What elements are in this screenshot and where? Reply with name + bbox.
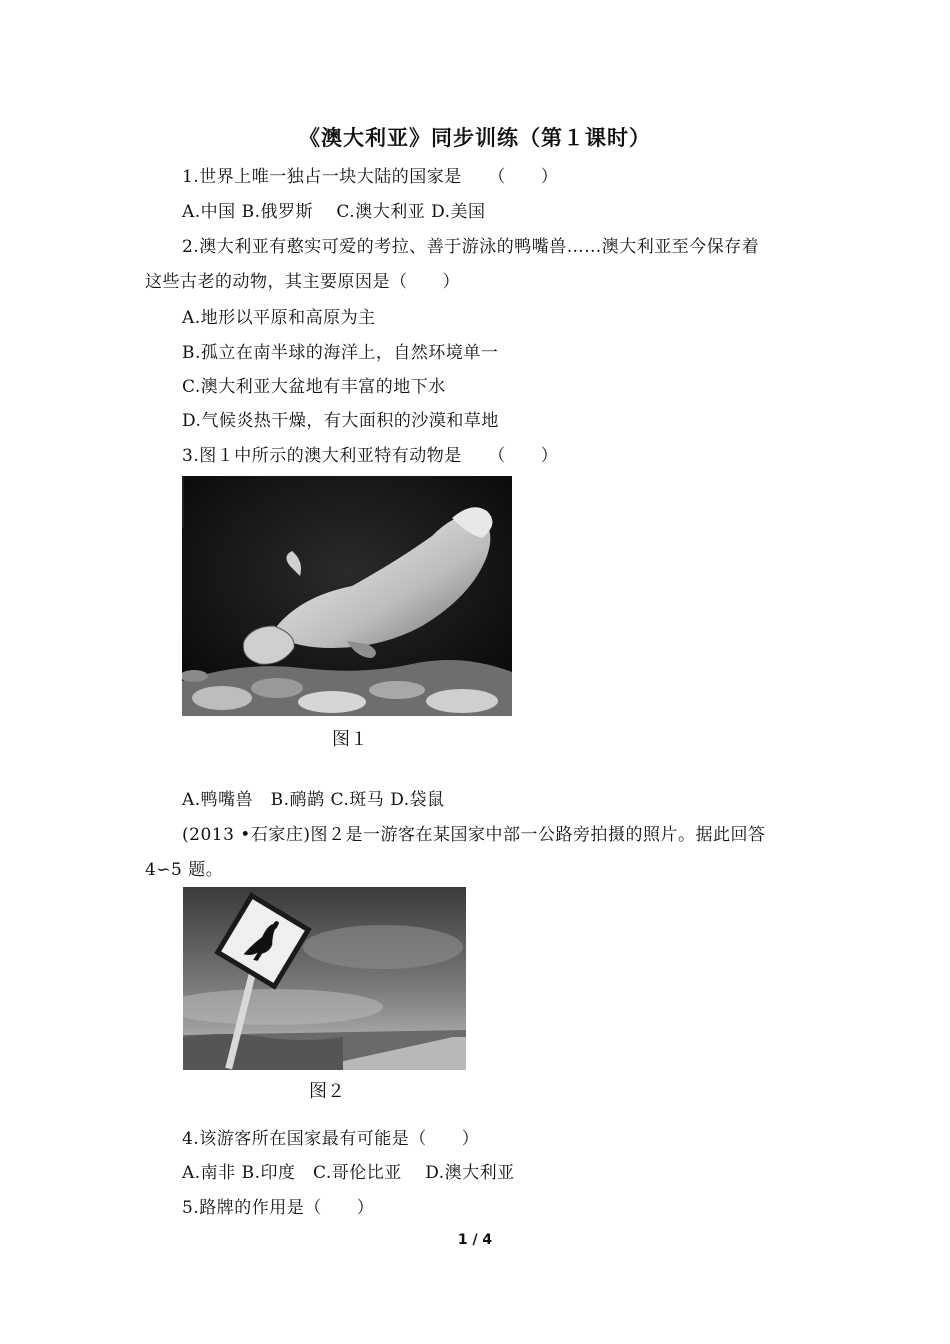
- question-2-option-d: D.气候炎热干燥，有大面积的沙漠和草地: [182, 411, 499, 431]
- question-2-option-b: B.孤立在南半球的海洋上，自然环境单一: [182, 343, 499, 363]
- figure-2-caption: 图２: [309, 1081, 345, 1102]
- question-4-stem: 4.该游客所在国家最有可能是（ ）: [182, 1129, 480, 1149]
- question-4-options: A.南非 B.印度 C.哥伦比亚 D.澳大利亚: [182, 1163, 515, 1183]
- question-5-stem: 5.路牌的作用是（ ）: [182, 1198, 375, 1218]
- page-number: 1 / 4: [457, 1232, 493, 1248]
- question-3-options: A.鸭嘴兽 B.鸸鹋 C.斑马 D.袋鼠: [182, 790, 445, 810]
- question-2-stem-line1: 2.澳大利亚有憨实可爱的考拉、善于游泳的鸭嘴兽……澳大利亚至今保存着: [182, 237, 760, 257]
- platypus-photo: [182, 476, 512, 716]
- question-2-option-c: C.澳大利亚大盆地有丰富的地下水: [182, 377, 446, 397]
- question-3-stem: 3.图１中所示的澳大利亚特有动物是 （ ）: [182, 446, 559, 466]
- context-line1: (2013 •石家庄)图２是一游客在某国家中部一公路旁拍摄的照片。据此回答: [182, 825, 766, 845]
- document-title: 《澳大利亚》同步训练（第１课时）: [299, 125, 651, 150]
- question-2-stem-line2: 这些古老的动物，其主要原因是（ ）: [145, 272, 460, 292]
- question-1-options: A.中国 B.俄罗斯 C.澳大利亚 D.美国: [182, 202, 486, 222]
- question-1-stem: 1.世界上唯一独占一块大陆的国家是 （ ）: [182, 167, 559, 187]
- kangaroo-sign-photo: [183, 887, 466, 1070]
- context-line2: 4∽5 题。: [145, 860, 224, 880]
- figure-1-caption: 图１: [332, 729, 368, 750]
- question-2-option-a: A.地形以平原和高原为主: [182, 308, 376, 328]
